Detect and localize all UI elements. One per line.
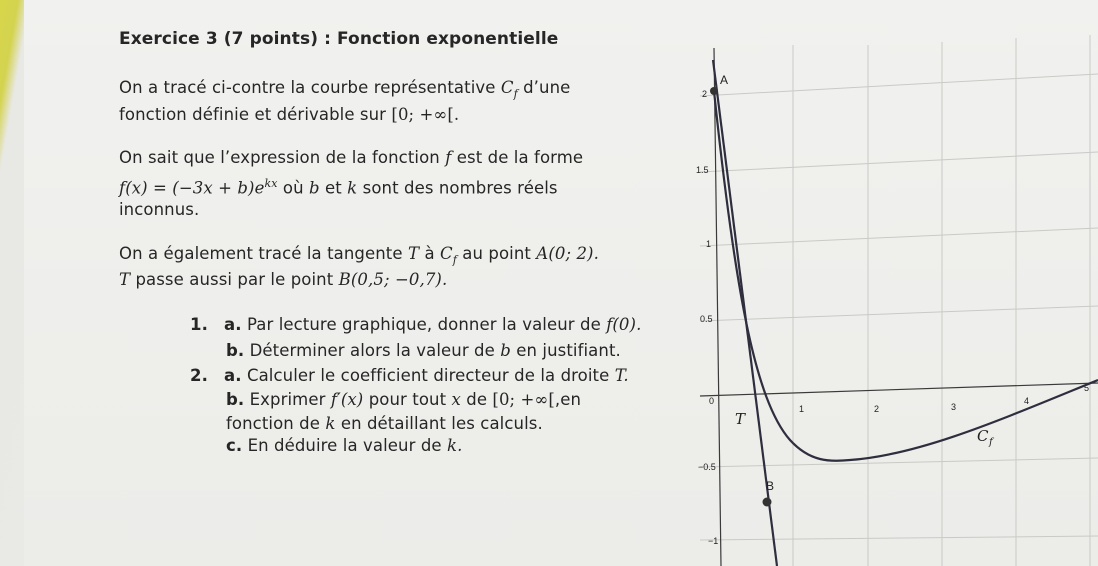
point-B-label: B (766, 479, 775, 493)
x-tick-label: 1 (799, 404, 805, 414)
question-1b: b. Déterminer alors la valeur de b en justifiant. (226, 341, 621, 360)
function-formula: f(x) = (−3x + b)e (119, 178, 265, 198)
question-2c: c. En déduire la valeur de k. (226, 436, 463, 455)
intro-line-5: inconnus. (119, 200, 200, 219)
intro-line-6: On a également tracé la tangente T à $C_f$ au point A(0; 2). (119, 244, 599, 267)
x-tick-label: 4 (1024, 396, 1030, 406)
x-tick-label: 2 (874, 404, 880, 414)
y-tick-label: 2 (702, 89, 708, 99)
curve-label: C (977, 427, 989, 445)
exercise-title: Exercice 3 (7 points) : Fonction exponentielle (119, 29, 559, 49)
y-tick-label: −0.5 (698, 462, 716, 472)
grid (700, 35, 1098, 566)
curve-label-sub: f (989, 437, 993, 448)
grid-line (700, 152, 1098, 172)
intro-line-3: On sait que l’expression de la fonction f est de la forme (119, 148, 584, 167)
y-tick-label: 1.5 (696, 165, 709, 175)
x-axis (700, 383, 1098, 396)
y-tick-label: 1 (706, 239, 712, 249)
grid-line (700, 458, 1098, 467)
y-tick-label: −1 (708, 536, 719, 546)
x-tick-label: 5 (1084, 383, 1090, 393)
question-2a: 2. a. Calculer le coefficient directeur de la droite T. (190, 366, 629, 385)
tangent-label: T (735, 410, 746, 428)
point-B (763, 498, 772, 507)
intro-line-1: On a tracé ci-contre la courbe représentative $C_f$ d’une (119, 78, 571, 101)
point-A-label: A (720, 73, 729, 87)
y-tick-label: 0 (709, 396, 715, 406)
grid-line (700, 306, 1098, 321)
intro-line-2: fonction définie et dérivable sur [0; +∞[. (119, 105, 460, 124)
y-tick-label: 0.5 (700, 314, 713, 324)
question-2b: b. Exprimer f′(x) pour tout x de [0; +∞[,en (226, 390, 582, 409)
point-A (710, 87, 718, 95)
grid-line (700, 228, 1098, 246)
grid-line (700, 536, 1098, 540)
curve-cf (714, 91, 1098, 461)
intro-line-7: T passe aussi par le point B(0,5; −0,7). (119, 270, 448, 289)
question-1a: 1. a. Par lecture graphique, donner la valeur de f(0). (190, 315, 642, 334)
intro-line-4: $f(x) = (-3x + b)e^{kx}$ où b et k sont des nombres réels (119, 177, 558, 198)
grid-line (700, 74, 1098, 96)
x-tick-label: 3 (951, 402, 957, 412)
question-2b-line2: fonction de k en détaillant les calculs. (226, 414, 543, 433)
